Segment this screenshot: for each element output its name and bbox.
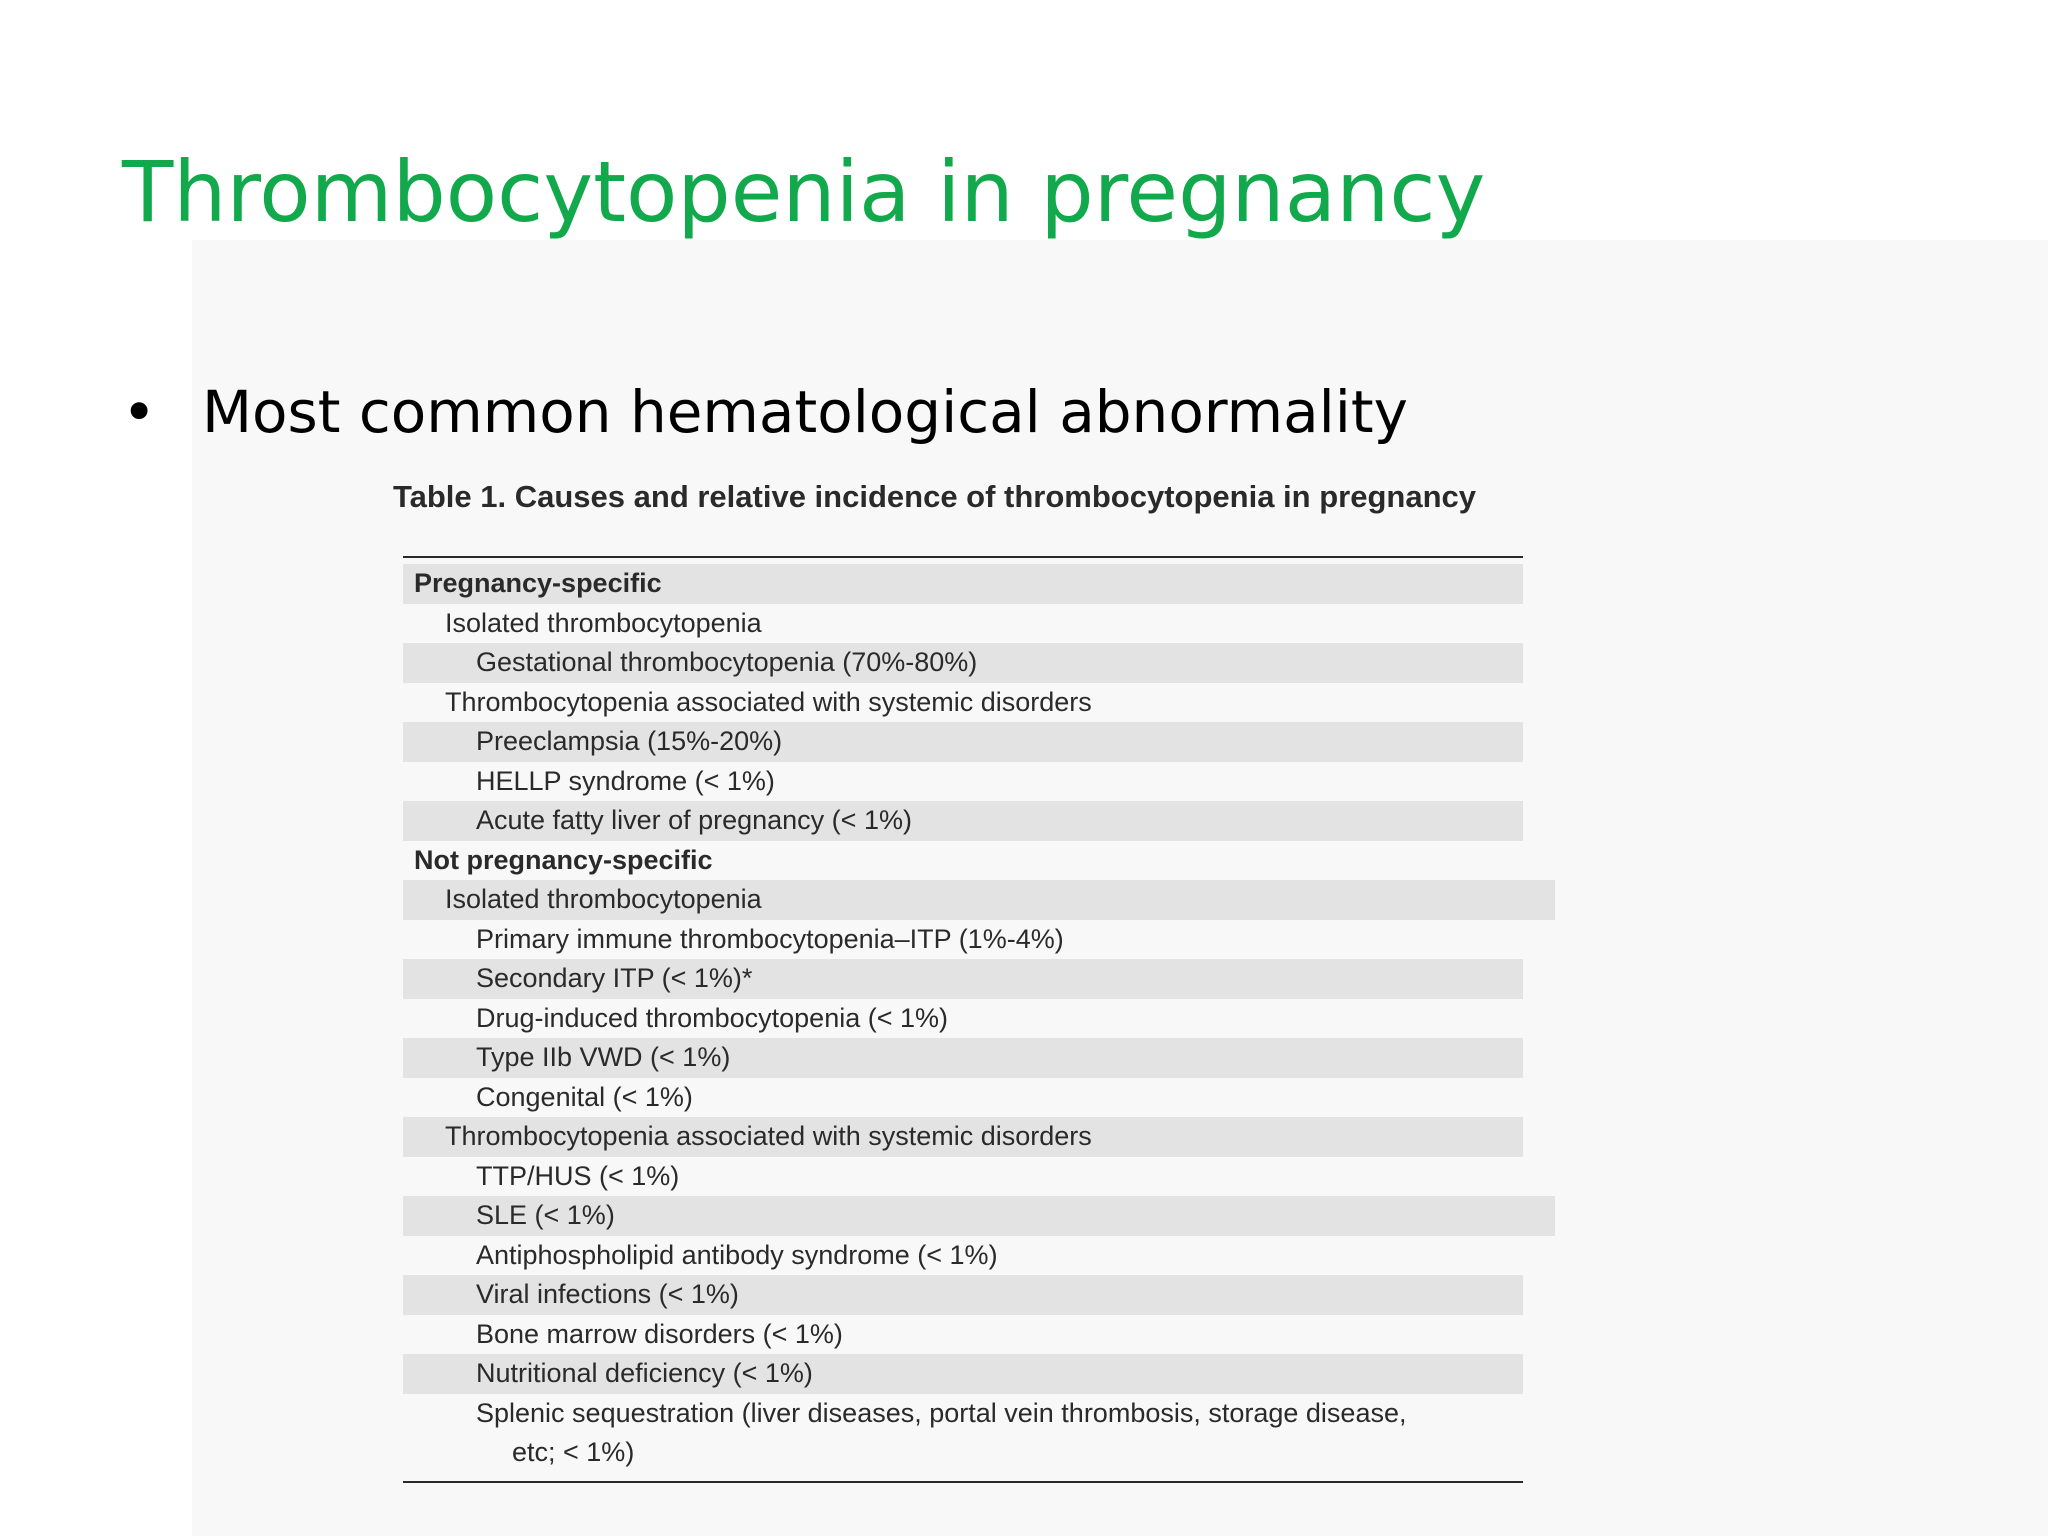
slide-title: Thrombocytopenia in pregnancy [122, 143, 1486, 241]
table-row: Gestational thrombocytopenia (70%-80%) [403, 643, 1523, 683]
table-row-subcategory: Thrombocytopenia associated with systemic disorders [445, 686, 1092, 717]
table-row: TTP/HUS (< 1%) [476, 1160, 680, 1191]
table-row: SLE (< 1%) [403, 1196, 1555, 1236]
table-row: Nutritional deficiency (< 1%) [403, 1354, 1523, 1394]
bullet-text: Most common hematological abnormality [202, 378, 1408, 446]
table-row: Drug-induced thrombocytopenia (< 1%) [476, 1002, 948, 1033]
bullet-marker: • [122, 378, 157, 446]
table-row: Antiphospholipid antibody syndrome (< 1%) [476, 1239, 998, 1270]
table-row-category: Not pregnancy-specific [414, 844, 713, 875]
table-row: Congenital (< 1%) [476, 1081, 693, 1112]
table-row: Viral infections (< 1%) [403, 1275, 1523, 1315]
table-row-category: Pregnancy-specific [403, 564, 1523, 604]
bullet-item [122, 372, 1408, 452]
table-row-subcategory: Thrombocytopenia associated with systemic disorders [403, 1117, 1523, 1157]
table-row: Preeclampsia (15%-20%) [403, 722, 1523, 762]
table-row: Acute fatty liver of pregnancy (< 1%) [403, 801, 1523, 841]
table-bottom-rule [403, 1481, 1523, 1483]
causes-table [403, 564, 1555, 1473]
table-row: HELLP syndrome (< 1%) [476, 765, 775, 796]
table-top-rule [403, 556, 1523, 558]
table-caption: Table 1. Causes and relative incidence of thrombocytopenia in pregnancy [393, 479, 1476, 514]
table-row-line: Splenic sequestration (liver diseases, portal vein thrombosis, storage disease, [476, 1397, 1407, 1428]
table-row: Bone marrow disorders (< 1%) [476, 1318, 843, 1349]
table-row-multiline [403, 1394, 1523, 1473]
table-row: Secondary ITP (< 1%)* [403, 959, 1523, 999]
table-row: Type IIb VWD (< 1%) [403, 1038, 1523, 1078]
table-row-subcategory: Isolated thrombocytopenia [403, 880, 1555, 920]
table-row-continuation: etc; < 1%) [512, 1437, 635, 1467]
table-row: Primary immune thrombocytopenia–ITP (1%-4%) [476, 923, 1064, 954]
table-row-subcategory: Isolated thrombocytopenia [445, 607, 762, 638]
